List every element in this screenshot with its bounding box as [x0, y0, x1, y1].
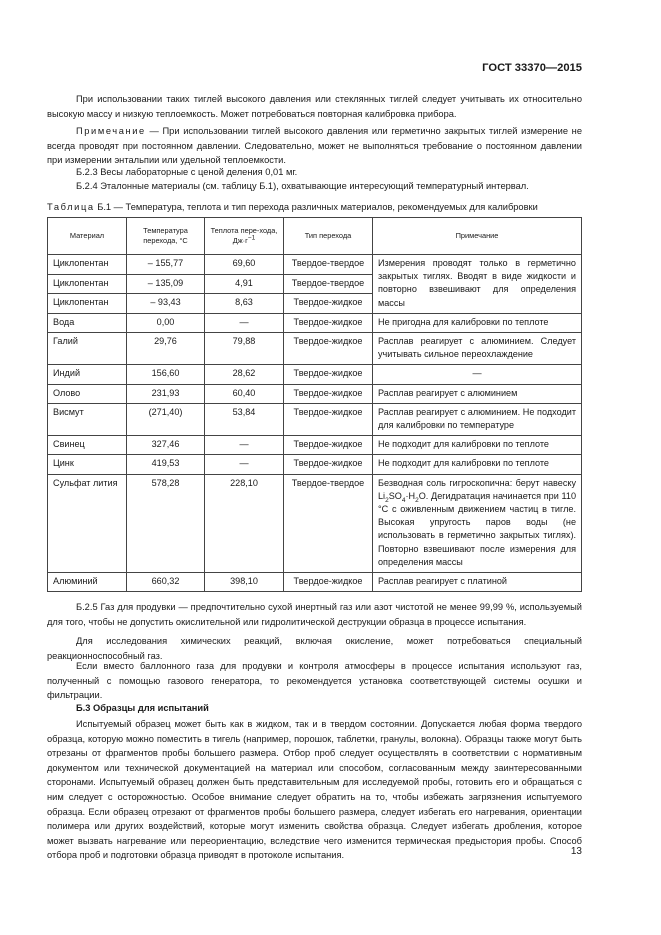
cell-temperature: – 155,77 — [127, 255, 205, 275]
cell-heat: 60,40 — [205, 384, 284, 403]
table-row — [48, 403, 582, 435]
paragraph-b25: Б.2.5 Газ для продувки — предпочтительно сухой инертный газ или азот чистотой не менее 99,99 %, используемый для того, чтобы не допустить окислительной или гидролитической деструкции образца в процессе испытания. — [47, 602, 582, 627]
header-heat-exponent: −1 — [247, 234, 256, 242]
table-row — [48, 455, 582, 474]
paragraph-samples: Испытуемый образец может быть как в жидком, так и в твердом состоянии. Допускается любая форма твердого образца, которую можно поместить в тигель (например, порошок, таблетки, гранулы, волокна). Образцы также могут быть отрезаны от фрагментов пробы большего размера. Отбор проб следует осуществлять в соответствии с нормативным документом или технической документацией на материал или способом, согласованным между заинтересованными сторонами. Испытуемый образец должен быть представительным для исследуемой пробы, готовить его и обращаться с ним следует с осторожностью. Особое внимание следует обратить на то, чтобы избежать загрязнения испытуемого образца. Если образец отрезают от фрагментов пробы большего размера, следует избегать его нагревания, ориентации полимера или других воздействий, которые могут изменить свойства образца. Следует избегать дробления, которое может вызвать нагревание или переориентацию, вследствие чего изменится термическая предыстория пробы. Способ отбора проб и подготовки образца приводят в протоколе испытания. — [47, 719, 582, 861]
cell-type: Твердое-жидкое — [284, 436, 373, 455]
table-row — [48, 436, 582, 455]
lithium-note-d: O. Дегидратация начинается при 110 °С с оживленным движением частиц в тигле. Высокая упругость паров воды (не использовать в герметично закрытых тиглях). Повторно взвешивают после измерения для определения массы — [378, 490, 576, 567]
header-temperature: Температура перехода, °С — [127, 218, 205, 255]
table-row — [48, 255, 582, 275]
cell-note-cyclopentane: Измерения проводят только в герметично закрытых тиглях. Вводят в виде жидкости и повторно взвешивают для определения массы — [373, 255, 582, 314]
page-number: 13 — [570, 846, 582, 857]
cell-heat: 4,91 — [205, 274, 284, 294]
header-note: Примечание — [373, 218, 582, 255]
cell-note: Не подходит для калибровки по теплоте — [373, 455, 582, 474]
cell-note: Не подходит для калибровки по теплоте — [373, 436, 582, 455]
paragraph-gas-generator: Если вместо баллонного газа для продувки и контроля атмосферы в процессе испытания используют газ, полученный с помощью газового генератора, то рекомендуется установка соответствующей системы осушки и фильтрации. — [47, 661, 582, 701]
cell-type: Твердое-твердое — [284, 474, 373, 572]
cell-temperature: 419,53 — [127, 455, 205, 474]
cell-temperature: – 135,09 — [127, 274, 205, 294]
paragraph-reactive-gas: Для исследования химических реакций, включая окисление, может потребоваться специальный реакционноспособный газ. — [47, 636, 582, 661]
cell-temperature: 578,28 — [127, 474, 205, 572]
cell-type: Твердое-жидкое — [284, 313, 373, 332]
cell-temperature: – 93,43 — [127, 294, 205, 314]
cell-material: Циклопентан — [48, 255, 127, 275]
cell-type: Твердое-жидкое — [284, 455, 373, 474]
cell-temperature: 0,00 — [127, 313, 205, 332]
cell-type: Твердое-жидкое — [284, 573, 373, 592]
cell-heat: 69,60 — [205, 255, 284, 275]
paragraph-crucibles: При использовании таких тиглей высокого давления или стеклянных тиглей следует учитывать их относительно высокую массу и низкую теплоемкость. Может потребоваться повторная калибровка прибора. — [47, 94, 582, 119]
table-row — [48, 474, 582, 572]
lithium-note-a: Безводная соль гигроскопична: берут навеску Li — [378, 477, 576, 501]
lithium-sub-4: 4 — [401, 496, 406, 504]
lithium-sub-2: 2 — [385, 496, 389, 504]
cell-type: Твердое-жидкое — [284, 365, 373, 384]
standard-number: ГОСТ 33370—2015 — [482, 62, 582, 74]
cell-note: Не пригодна для калибровки по теплоте — [373, 313, 582, 332]
cell-material: Галий — [48, 333, 127, 365]
table-row — [48, 333, 582, 365]
cell-note: — — [373, 365, 582, 384]
cell-material: Цинк — [48, 455, 127, 474]
cell-type: Твердое-жидкое — [284, 333, 373, 365]
cell-type: Твердое-жидкое — [284, 294, 373, 314]
cell-material: Алюминий — [48, 573, 127, 592]
calibration-table — [47, 217, 582, 592]
section-heading-b3: Б.3 Образцы для испытаний — [76, 703, 209, 713]
cell-heat: 53,84 — [205, 403, 284, 435]
cell-heat: 8,63 — [205, 294, 284, 314]
cell-heat: — — [205, 313, 284, 332]
cell-note: Расплав реагирует с алюминием. Следует учитывать сильное переохлаждение — [373, 333, 582, 365]
table-row — [48, 384, 582, 403]
cell-heat: 79,88 — [205, 333, 284, 365]
lithium-sub-2b: 2 — [415, 496, 419, 504]
header-type: Тип перехода — [284, 218, 373, 255]
header-heat — [205, 218, 284, 255]
table-caption — [47, 202, 538, 212]
cell-material: Свинец — [48, 436, 127, 455]
cell-material: Висмут — [48, 403, 127, 435]
table-row — [48, 365, 582, 384]
cell-heat: 398,10 — [205, 573, 284, 592]
cell-material: Сульфат лития — [48, 474, 127, 572]
lithium-note-b: SO — [388, 490, 402, 501]
cell-temperature: (271,40) — [127, 403, 205, 435]
cell-temperature: 660,32 — [127, 573, 205, 592]
cell-temperature: 156,60 — [127, 365, 205, 384]
paragraph-b23: Б.2.3 Весы лабораторные с ценой деления 0,01 мг. — [76, 167, 298, 177]
cell-material: Индий — [48, 365, 127, 384]
cell-temperature: 231,93 — [127, 384, 205, 403]
lithium-note-c: ·H — [405, 490, 416, 501]
header-heat-text: Теплота пере-хода, Дж·г — [210, 226, 278, 245]
cell-type: Твердое-твердое — [284, 274, 373, 294]
cell-material: Циклопентан — [48, 274, 127, 294]
paragraph-b24: Б.2.4 Эталонные материалы (см. таблицу Б.1), охватывающие интересующий температурный интервал. — [76, 181, 529, 191]
table-header-row — [48, 218, 582, 255]
table-row — [48, 313, 582, 332]
cell-heat: — — [205, 436, 284, 455]
cell-type: Твердое-жидкое — [284, 384, 373, 403]
note-text: — При использовании тиглей высокого давления или герметично закрытых тиглей измерение не всегда проводят при постоянном давлении. Следовательно, может не выполняться требование о постоянном давлении при измерении энтальпии или удельной теплоемкости. — [47, 126, 582, 166]
note-label: Примечание — [76, 126, 146, 136]
header-material: Материал — [48, 218, 127, 255]
cell-note: Расплав реагирует с платиной — [373, 573, 582, 592]
cell-material: Циклопентан — [48, 294, 127, 314]
cell-temperature: 327,46 — [127, 436, 205, 455]
table-row — [48, 573, 582, 592]
cell-type: Твердое-жидкое — [284, 403, 373, 435]
cell-heat: 28,62 — [205, 365, 284, 384]
cell-type: Твердое-твердое — [284, 255, 373, 275]
note-paragraph — [47, 124, 582, 168]
cell-note: Расплав реагирует с алюминием. Не подходит для калибровки по температуре — [373, 403, 582, 435]
cell-material: Олово — [48, 384, 127, 403]
cell-note: Расплав реагирует с алюминием — [373, 384, 582, 403]
table-caption-label: Таблица — [47, 202, 95, 212]
cell-heat: 228,10 — [205, 474, 284, 572]
cell-temperature: 29,76 — [127, 333, 205, 365]
cell-heat: — — [205, 455, 284, 474]
cell-note-lithium — [373, 474, 582, 572]
table-caption-text: Б.1 — Температура, теплота и тип перехода различных материалов, рекомендуемых для калибровки — [94, 202, 538, 212]
cell-material: Вода — [48, 313, 127, 332]
